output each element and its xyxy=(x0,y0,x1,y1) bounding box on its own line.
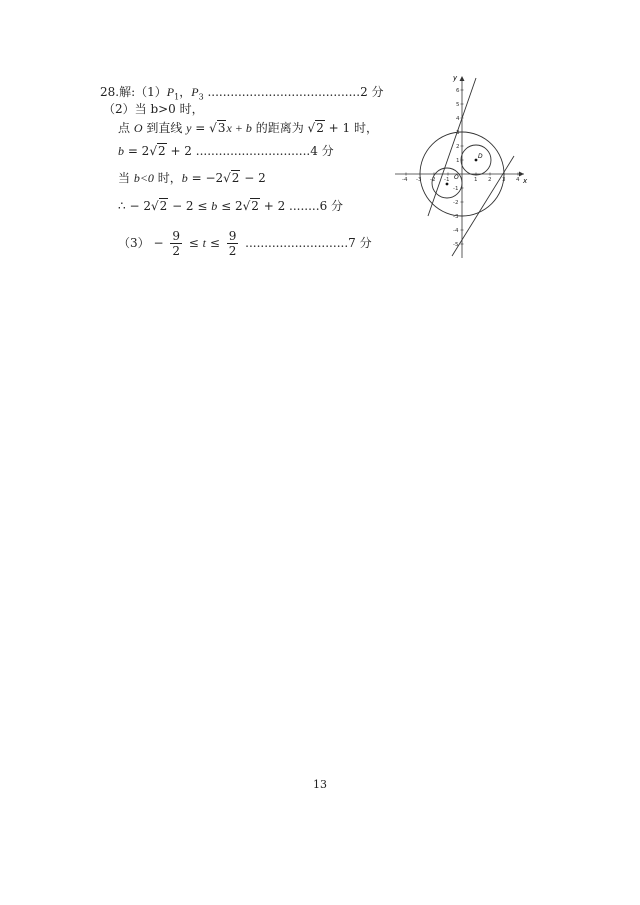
eq-y: y xyxy=(186,121,192,135)
x-tick-label: 2 xyxy=(488,177,492,183)
x-tick-label: -1 xyxy=(444,177,450,183)
p1-subscript: 1 xyxy=(174,92,180,102)
x-plus-b: x + b xyxy=(226,121,252,135)
sqrt-2: 2 xyxy=(231,171,240,185)
y-axis-label: y xyxy=(453,74,458,82)
sqrt-2-b: 2 xyxy=(251,199,259,213)
text-pre: 点 xyxy=(118,121,134,135)
var-b: b xyxy=(181,171,188,185)
minus2: − 2 ≤ xyxy=(168,199,212,213)
point-d-dot xyxy=(475,159,478,162)
y-tick-label: 1 xyxy=(456,158,460,164)
b-positive-value: b = 2√2 + 2 ..............................4 分 xyxy=(118,144,334,158)
y-axis-arrow xyxy=(460,76,465,81)
le: ≤ xyxy=(206,236,224,250)
coordinate-figure xyxy=(390,70,530,260)
text-mid: 时， xyxy=(153,171,182,185)
p3-symbol: P xyxy=(191,85,199,99)
y-tick-label: 6 xyxy=(456,88,460,94)
denominator: 2 xyxy=(228,244,237,258)
point-o: O xyxy=(133,121,143,135)
y-tick-label: 5 xyxy=(456,102,460,108)
answer-part-2-condition: （2）当 b>0 时， xyxy=(103,102,204,116)
x-axis-label: x xyxy=(523,177,528,185)
distance-statement: 点 O 到直线 y = √3x + b 的距离为 √2 + 1 时， xyxy=(118,121,378,135)
y-tick-label: 4 xyxy=(456,116,460,122)
numerator: 9 xyxy=(172,229,180,243)
score: 2 分 xyxy=(360,85,384,99)
x-tick-label: -4 xyxy=(402,177,408,183)
text-plus1: + 1 时， xyxy=(324,121,378,135)
b-range: ∴ − 2√2 − 2 ≤ b ≤ 2√2 + 2 ........6 分 xyxy=(118,199,344,213)
b-lt-0: b<0 xyxy=(133,171,154,185)
x-tick-label: -2 xyxy=(430,177,436,183)
numerator: 9 xyxy=(228,229,237,243)
leader-dots: ........................... xyxy=(241,236,349,250)
leader-dots: ........................................ xyxy=(203,85,361,99)
plus2: + 2 xyxy=(166,144,192,158)
le: ≤ xyxy=(184,236,203,250)
x-tick-label: 1 xyxy=(474,177,478,183)
p3-subscript: 3 xyxy=(198,92,204,102)
minus2: − 2 xyxy=(240,171,266,185)
page-number: 13 xyxy=(313,778,327,791)
minus: − xyxy=(149,236,168,250)
leader-dots: .............................. xyxy=(191,144,311,158)
y-tick-label: -5 xyxy=(453,242,459,248)
text-pre: 当 xyxy=(118,171,134,185)
y-tick-label: 2 xyxy=(456,144,460,150)
text-distance: 的距离为 xyxy=(251,121,308,135)
score: 6 分 xyxy=(319,199,344,213)
p1-symbol: P xyxy=(166,85,175,99)
therefore: ∴ − 2 xyxy=(118,199,151,213)
answer-part-3 xyxy=(118,226,372,260)
problem-label: 28.解:（1） xyxy=(100,85,167,99)
eq: = 2 xyxy=(124,144,150,158)
b-negative-value: 当 b<0 时，b = −2√2 − 2 xyxy=(118,171,266,185)
le: ≤ 2 xyxy=(217,199,243,213)
origin-label: O xyxy=(454,174,459,181)
y-tick-label: -4 xyxy=(453,228,459,234)
fraction-left xyxy=(170,229,182,258)
score: 7 分 xyxy=(348,236,372,250)
var-t: t xyxy=(202,236,206,250)
x-axis-arrow xyxy=(519,172,524,177)
x-tick-label: -3 xyxy=(416,177,422,183)
x-tick-label: 4 xyxy=(516,177,520,183)
sqrt-2: 2 xyxy=(316,121,324,135)
y-tick-label: -2 xyxy=(453,200,459,206)
separator: ， xyxy=(179,85,192,99)
eq-op: = xyxy=(191,121,210,135)
denominator: 2 xyxy=(172,244,180,258)
plus2: + 2 xyxy=(259,199,286,213)
score: 4 分 xyxy=(310,144,334,158)
eq: = −2 xyxy=(187,171,224,185)
y-tick-label: -3 xyxy=(453,214,459,220)
y-tick-labels xyxy=(453,88,460,248)
sqrt-3: 3 xyxy=(217,121,226,135)
y-tick-label: 3 xyxy=(456,130,460,136)
y-tick-label: -1 xyxy=(453,186,459,192)
sqrt-2: 2 xyxy=(157,144,166,158)
text-mid: 到直线 xyxy=(142,121,187,135)
point-small-center xyxy=(446,183,449,186)
tangent-line-lower xyxy=(452,156,514,256)
fraction-right xyxy=(227,229,239,258)
var-b: b xyxy=(211,199,218,213)
x-tick-label: 3 xyxy=(502,177,506,183)
leader-dots: ........ xyxy=(285,199,320,213)
part-label: （3） xyxy=(118,236,150,250)
var-b: b xyxy=(118,144,124,158)
sqrt-2-a: 2 xyxy=(159,199,168,213)
point-d-label: D xyxy=(478,153,483,160)
